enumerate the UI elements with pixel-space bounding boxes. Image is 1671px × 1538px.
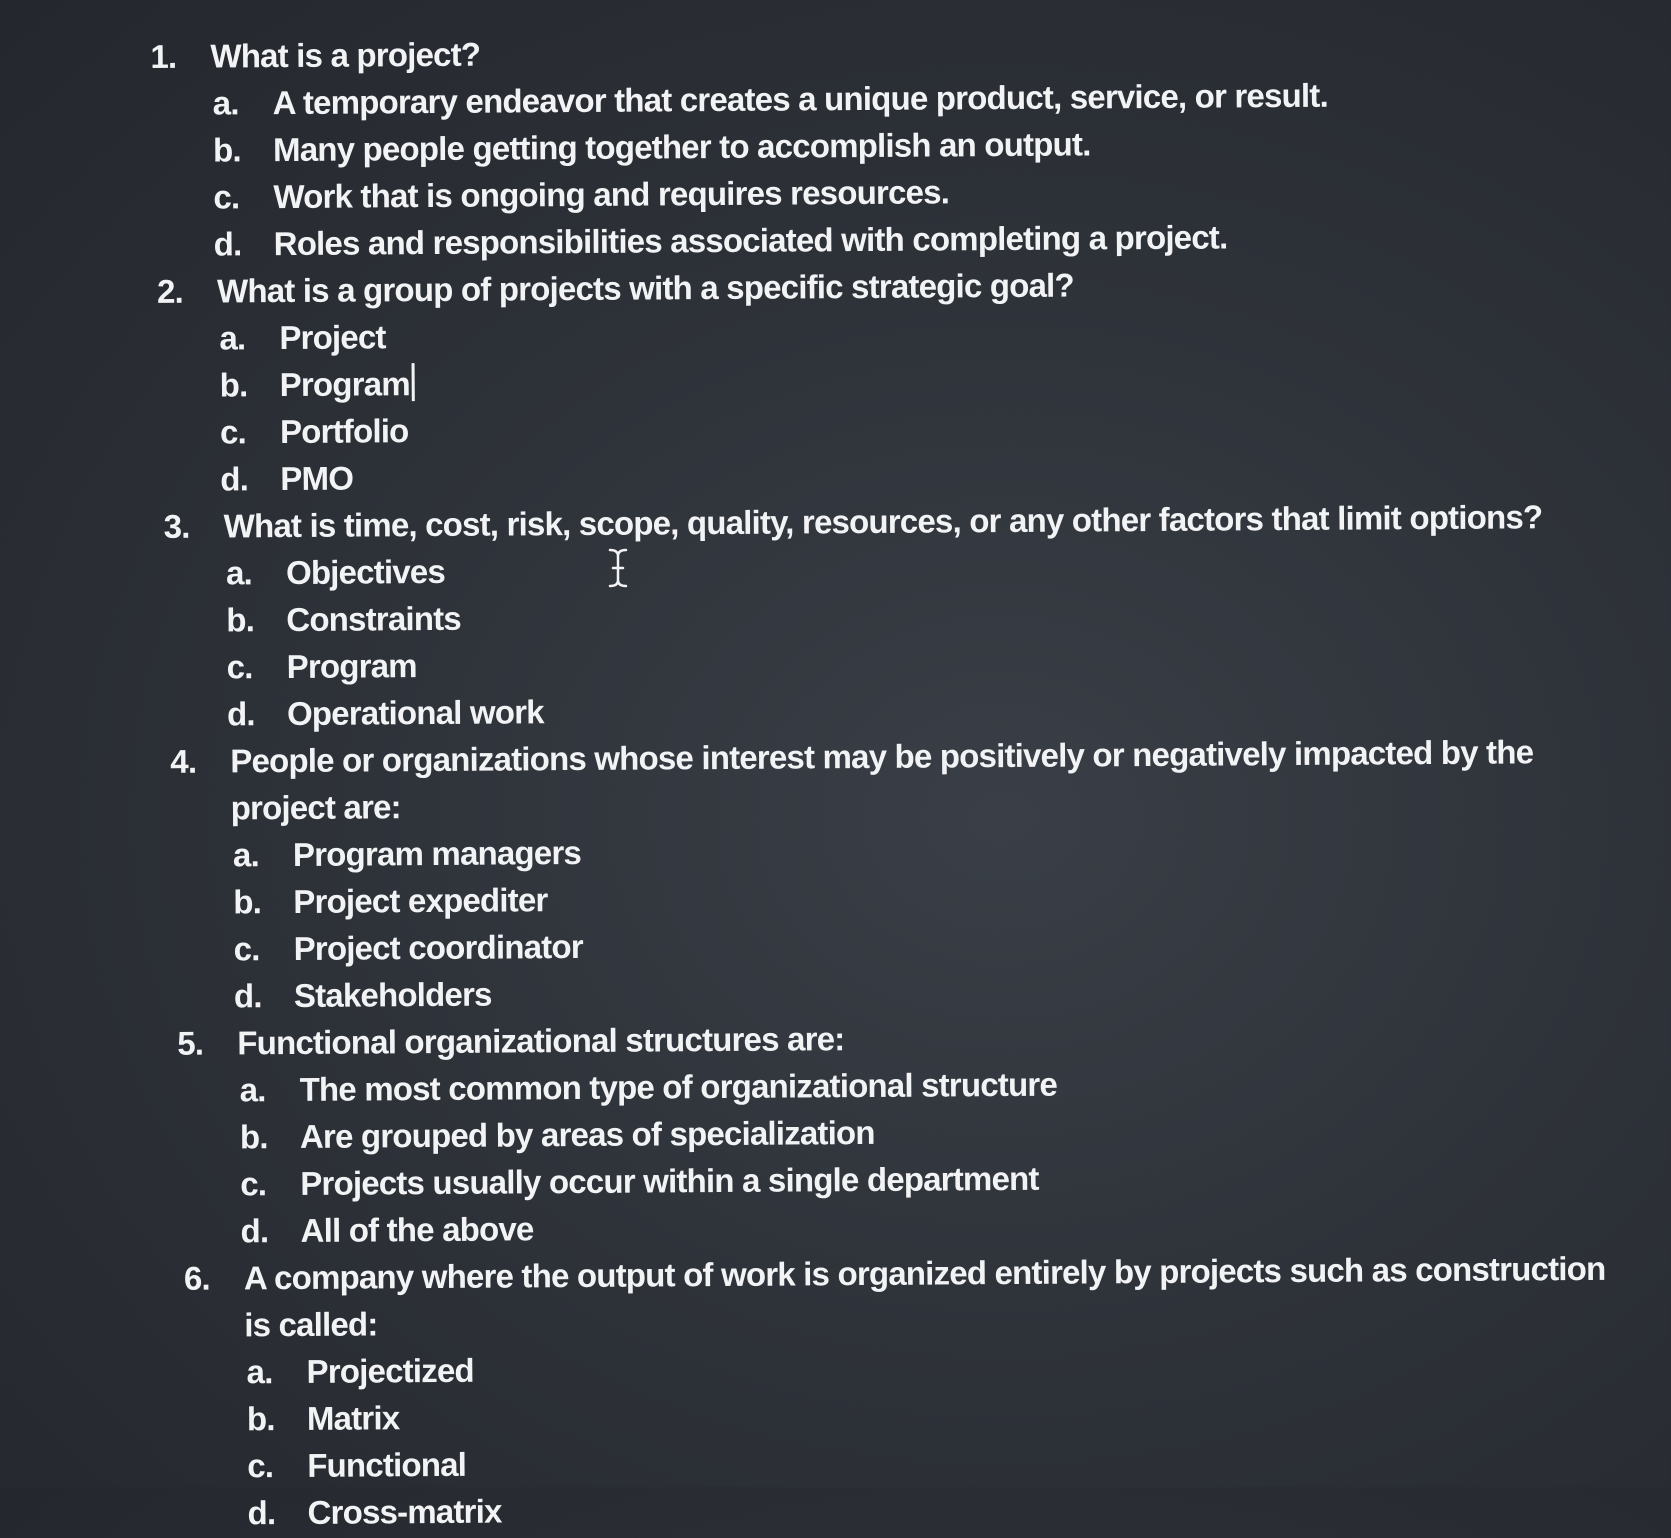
option-letter: a.	[246, 1353, 273, 1391]
option-letter: d.	[226, 695, 255, 733]
options-list	[217, 304, 1671, 502]
option-text: Are grouped by areas of specialization	[299, 1113, 875, 1155]
option-letter: a.	[239, 1071, 266, 1109]
option-letter: d.	[240, 1212, 269, 1250]
options-list	[237, 1056, 1671, 1254]
question-number: 2.	[156, 272, 184, 310]
question-text: People or organizations whose interest may be positively or negatively impacted by the project are:	[230, 733, 1534, 827]
option-text: Functional	[307, 1445, 467, 1484]
option-text: All of the above	[300, 1210, 534, 1249]
option-text: Stakeholders	[293, 975, 492, 1014]
question-number: 5.	[177, 1024, 204, 1062]
question-text: A company where the output of work is organized entirely by projects such as construction is called:	[243, 1249, 1606, 1344]
option-letter: d.	[233, 977, 262, 1015]
option-text: Operational work	[286, 693, 544, 733]
option-letter: b.	[219, 366, 248, 404]
option-text: Objectives	[285, 552, 446, 592]
option-letter: b.	[233, 883, 262, 921]
quiz-list	[0, 22, 1671, 1538]
option-text: A temporary endeavor that creates a unique product, service, or result.	[272, 76, 1328, 122]
option-letter: b.	[246, 1400, 275, 1438]
question-1	[0, 22, 1671, 269]
options-list	[231, 821, 1671, 1019]
option-text: PMO	[280, 459, 354, 498]
option-text: Portfolio	[279, 412, 409, 451]
option-text: Many people getting together to accomplish an output.	[272, 125, 1091, 169]
question-text: Functional organizational structures are:	[237, 1020, 845, 1062]
question-text: What is a project?	[210, 35, 481, 75]
ibeam-cursor-icon	[606, 548, 630, 588]
options-list	[224, 539, 1671, 737]
option-letter: c.	[219, 413, 247, 451]
option-letter: a.	[219, 319, 246, 357]
question-text: What is a group of projects with a specific strategic goal?	[216, 266, 1074, 310]
option-letter: c.	[213, 178, 240, 216]
option-text: Projects usually occur within a single department	[300, 1159, 1039, 1202]
options-list	[211, 69, 1671, 267]
option-text: Cross-matrix	[307, 1492, 502, 1531]
option-text: Matrix	[306, 1399, 400, 1437]
option-letter: c.	[240, 1165, 267, 1203]
option-letter: c.	[226, 648, 253, 686]
option-text: Work that is ongoing and requires resources.	[273, 173, 950, 216]
option-text: Project	[279, 318, 386, 357]
option-letter: a.	[212, 84, 239, 122]
question-3	[14, 492, 1671, 739]
option-text: Project expediter	[293, 881, 548, 920]
option-text: Roles and responsibilities associated with completing a project.	[273, 218, 1228, 263]
question-number: 3.	[163, 507, 190, 545]
question-number: 1.	[150, 37, 177, 75]
option-letter: d.	[247, 1494, 276, 1532]
option-text: Constraints	[286, 599, 462, 639]
question-number: 4.	[170, 742, 197, 780]
question-5	[27, 1009, 1671, 1256]
question-2	[7, 257, 1671, 504]
options-list	[244, 1338, 1671, 1536]
option-text: Program	[286, 647, 417, 686]
option-letter: a.	[232, 836, 260, 874]
option-letter: a.	[225, 554, 253, 592]
option-d[interactable]	[245, 1479, 1671, 1536]
option-text: Project coordinator	[293, 927, 583, 967]
question-4	[20, 727, 1671, 1021]
question-6	[34, 1244, 1671, 1537]
option-letter: b.	[239, 1118, 268, 1156]
question-number: 6.	[183, 1259, 210, 1297]
option-letter: b.	[212, 131, 241, 169]
question-text: What is time, cost, risk, scope, quality, resources, or any other factors that limit options?	[223, 498, 1543, 545]
option-letter: c.	[233, 930, 260, 968]
option-letter: d.	[220, 460, 249, 498]
option-text: The most common type of organizational structure	[299, 1065, 1058, 1108]
option-letter: c.	[247, 1447, 274, 1485]
option-letter: d.	[213, 225, 242, 263]
option-text: Program managers	[292, 833, 582, 873]
text-cursor-caret	[412, 363, 415, 401]
option-text: Projectized	[306, 1351, 474, 1390]
option-text: Program	[279, 365, 410, 404]
option-letter: b.	[226, 601, 255, 639]
